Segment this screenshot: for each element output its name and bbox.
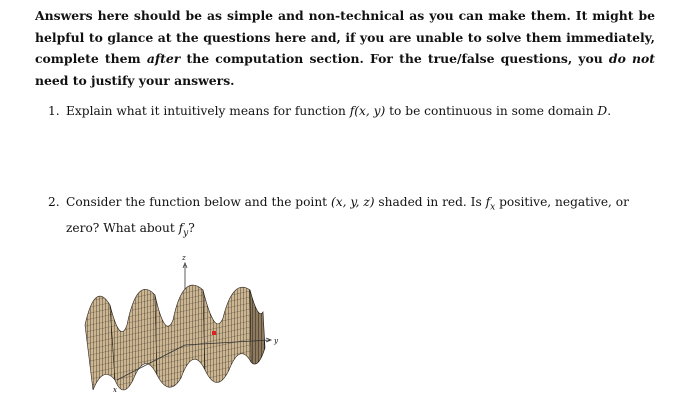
surface-plot-figure (75, 250, 300, 415)
math-point: (x, y, z) (330, 195, 375, 209)
question-2-line-2: zero? What about (66, 221, 179, 236)
red-point (212, 331, 216, 335)
question-1: 1. Explain what it intuitively means for function f(x, y) to be continuous in some domain D. (48, 101, 658, 122)
question-2: 2. Consider the function below and the point (x, y, z) shaded in red. Is $f_x$ positive, negative, or zero? What about $f_y$? (48, 192, 654, 245)
wavy-surface (85, 285, 265, 390)
y-axis-label: y (274, 337, 278, 345)
math-function: f(x, y) (349, 104, 386, 118)
question-number: 1. (48, 104, 60, 118)
x-axis-label: x (113, 386, 117, 394)
z-axis-label: z (182, 254, 186, 262)
instructions-paragraph: Answers here should be as simple and non-technical as you can make them. It might be helpful to glance at the questions here and, if you are unable to solve them immediately, complete them after the computation section. For the true/false questions, you do not need to justify your answers. (35, 8, 656, 88)
math-domain: D (597, 104, 608, 118)
emphasis-do-not: do not (608, 51, 656, 66)
question-number: 2. (48, 195, 60, 209)
emphasis-after: after (146, 51, 181, 66)
